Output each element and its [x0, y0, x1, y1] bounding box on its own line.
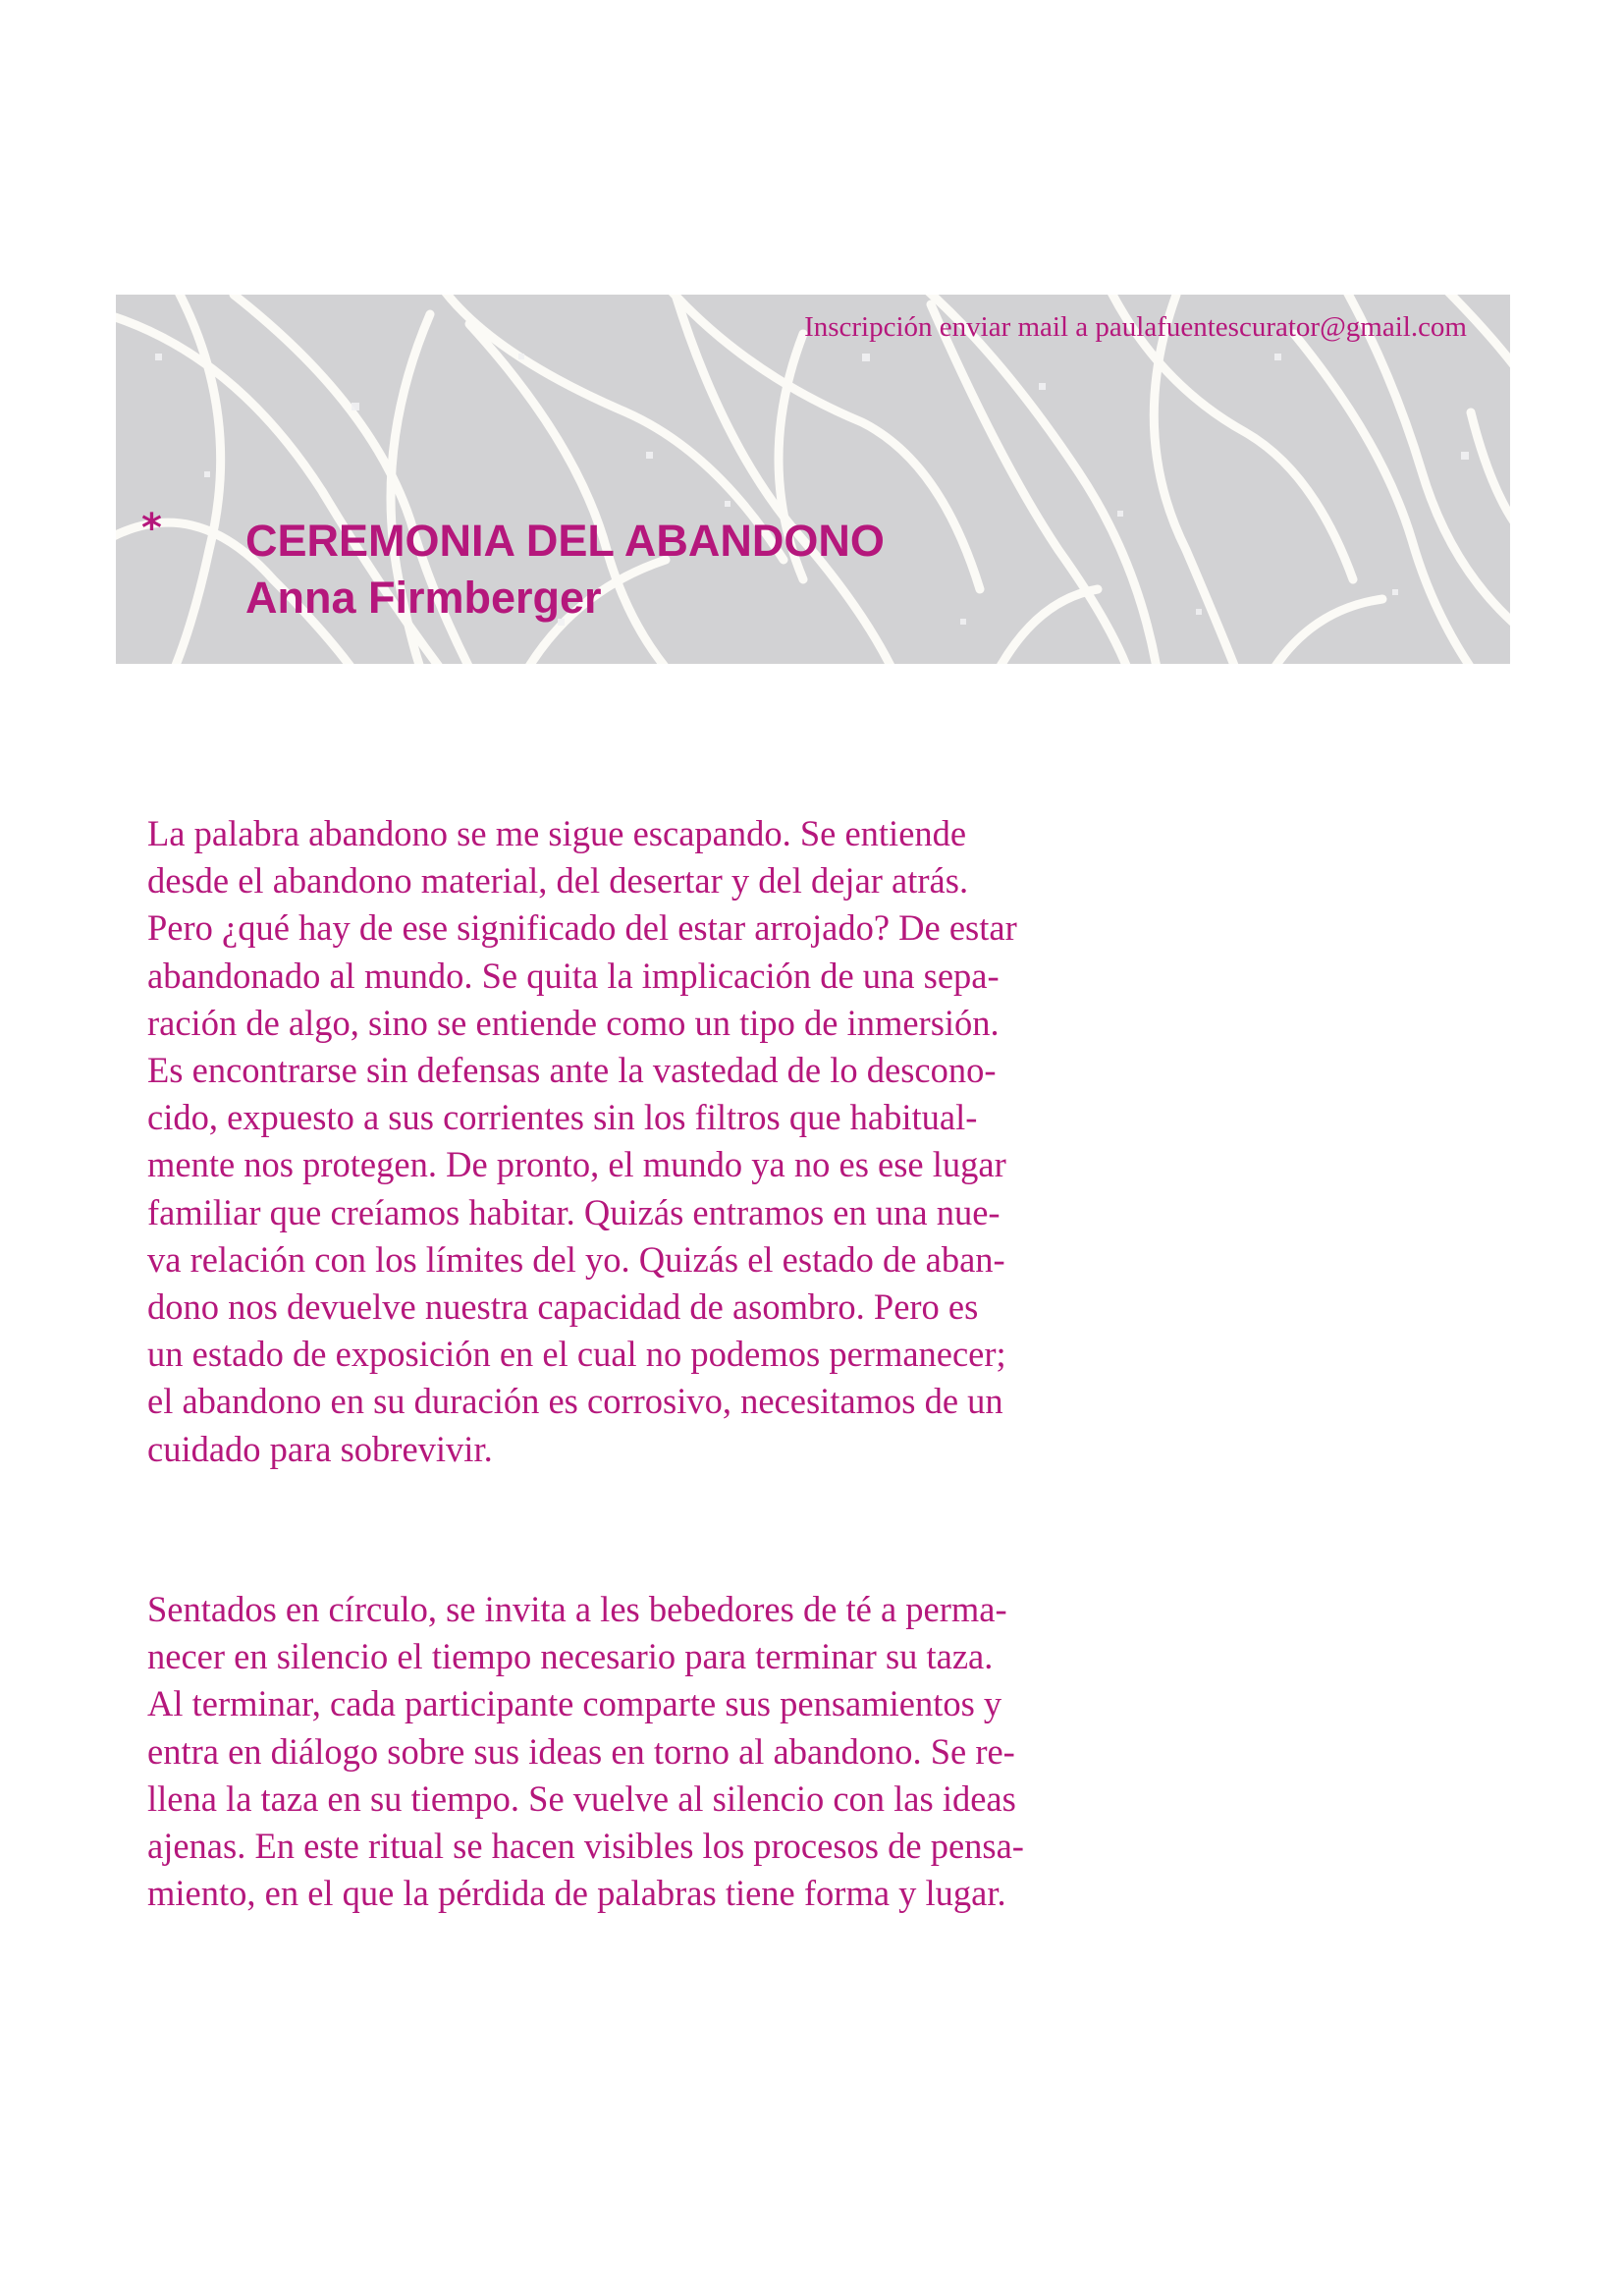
paragraph-intro	[147, 810, 1208, 1473]
text-line: Sentados en círculo, se invita a les bebedores de té a perma-	[147, 1589, 1007, 1629]
text-line: el abandono en su duración es corrosivo, necesitamos de un	[147, 1381, 1003, 1422]
text-line: cuidado para sobrevivir.	[147, 1428, 493, 1469]
text-line: La palabra abandono se me sigue escapando. Se entiende	[147, 813, 967, 853]
event-title: CEREMONIA DEL ABANDONO	[245, 516, 885, 566]
text-line: necer en silencio el tiempo necesario para terminar su taza.	[147, 1636, 994, 1677]
registration-contact: Inscripción enviar mail a paulafuentescurator@gmail.com	[804, 311, 1467, 343]
text-line: llena la taza en su tiempo. Se vuelve al silencio con las ideas	[147, 1777, 1016, 1819]
text-line: Es encontrarse sin defensas ante la vastedad de lo descono-	[147, 1050, 997, 1091]
text-line: mente nos protegen. De pronto, el mundo ya no es ese lugar	[147, 1144, 1006, 1185]
text-line: entra en diálogo sobre sus ideas en torno al abandono. Se re-	[147, 1730, 1015, 1772]
text-line: abandonado al mundo. Se quita la implicación de una sepa-	[147, 955, 1000, 996]
text-line: familiar que creíamos habitar. Quizás entramos en una nue-	[147, 1191, 1001, 1232]
text-line: dono nos devuelve nuestra capacidad de asombro. Pero es	[147, 1286, 979, 1328]
text-line: ajenas. En este ritual se hacen visibles los procesos de pensa-	[147, 1826, 1024, 1867]
text-line: ración de algo, sino se entiende como un tipo de inmersión.	[147, 1002, 1000, 1043]
text-line: un estado de exposición en el cual no podemos permanecer;	[147, 1334, 1006, 1375]
text-line: cido, expuesto a sus corrientes sin los filtros que habitual-	[147, 1097, 978, 1138]
text-line: miento, en el que la pérdida de palabras tiene forma y lugar.	[147, 1873, 1006, 1914]
text-line: desde el abandono material, del desertar y del dejar atrás.	[147, 860, 969, 902]
paragraph-ritual	[147, 1586, 1208, 1917]
text-line: va relación con los límites del yo. Quizás el estado de aban-	[147, 1238, 1005, 1280]
header-banner	[116, 295, 1510, 664]
asterisk-mark: *	[141, 506, 162, 551]
author-name: Anna Firmberger	[245, 573, 602, 623]
text-line: Al terminar, cada participante comparte sus pensamientos y	[147, 1683, 1002, 1724]
text-line: Pero ¿qué hay de ese significado del estar arrojado? De estar	[147, 907, 1017, 949]
